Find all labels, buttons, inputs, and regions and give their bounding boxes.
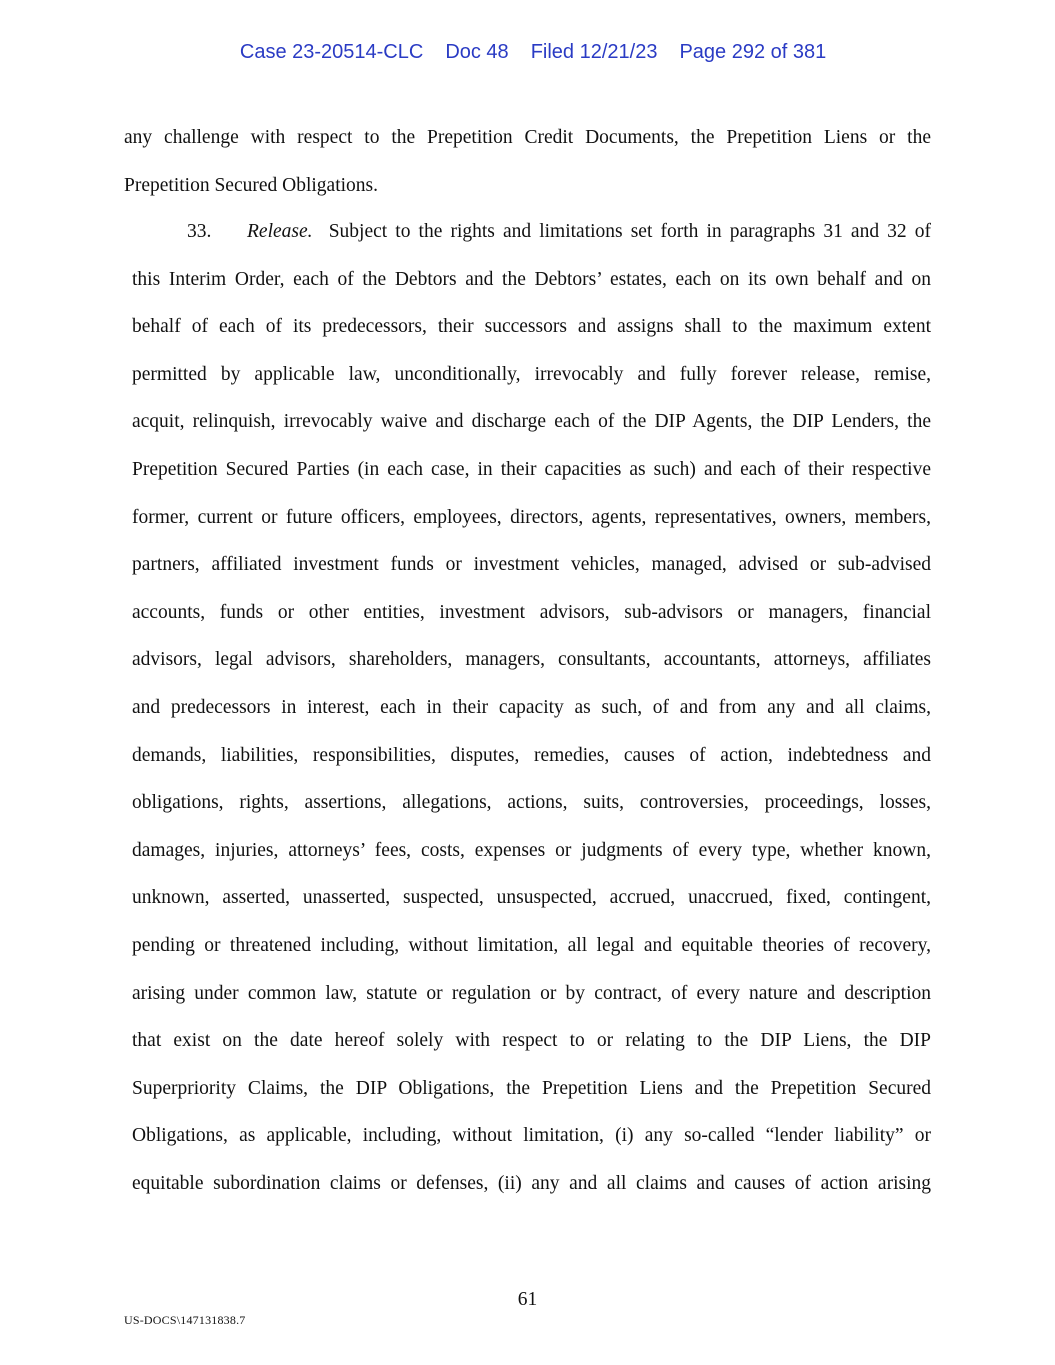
page-number: 61 xyxy=(517,1289,538,1310)
text-line: former, current or future officers, employees, directors, agents, representatives, owners, members, xyxy=(132,506,931,528)
text-line: permitted by applicable law, unconditionally, irrevocably and fully forever release, remise, xyxy=(132,363,931,385)
paragraph-number: 33. xyxy=(187,221,212,242)
text-line: demands, liabilities, responsibilities, disputes, remedies, causes of action, indebtedness and xyxy=(132,744,931,766)
document-id: US-DOCS\147131838.7 xyxy=(124,1313,246,1327)
text-line: behalf of each of its predecessors, their successors and assigns shall to the maximum extent xyxy=(132,316,931,338)
doc-number: Doc 48 xyxy=(445,41,509,63)
text-line: partners, affiliated investment funds or investment vehicles, managed, advised or sub-advised xyxy=(132,554,931,576)
text-line: and predecessors in interest, each in their capacity as such, of and from any and all claims, xyxy=(132,696,931,718)
text-line: this Interim Order, each of the Debtors and the Debtors’ estates, each on its own behalf and on xyxy=(132,268,931,290)
case-header xyxy=(0,18,1055,64)
text-line: obligations, rights, assertions, allegations, actions, suits, controversies, proceedings, losses, xyxy=(132,792,931,814)
text-line: accounts, funds or other entities, investment advisors, sub-advisors or managers, financial xyxy=(132,601,931,623)
filed-date: Filed 12/21/23 xyxy=(530,41,658,63)
text-line: acquit, relinquish, irrevocably waive and discharge each of the DIP Agents, the DIP Lenders, the xyxy=(132,411,931,433)
paragraph-title: Release. xyxy=(247,221,313,242)
text-line: Superpriority Claims, the DIP Obligations, the Prepetition Liens and the Prepetition Secured xyxy=(132,1077,931,1099)
paragraph-33 xyxy=(132,208,931,1207)
text-line: Prepetition Secured Obligations. xyxy=(124,174,378,196)
text-line: that exist on the date hereof solely with respect to or relating to the DIP Liens, the DIP xyxy=(132,1030,931,1052)
text-line: Obligations, as applicable, including, without limitation, (i) any so-called “lender liability” or xyxy=(132,1125,931,1147)
paragraph-first-line xyxy=(132,208,931,256)
text-line: arising under common law, statute or regulation or by contract, of every nature and description xyxy=(132,982,931,1004)
text-line: equitable subordination claims or defenses, (ii) any and all claims and causes of action arising xyxy=(132,1172,931,1194)
case-number: Case 23-20514-CLC xyxy=(239,41,424,63)
text-line: damages, injuries, attorneys’ fees, costs, expenses or judgments of every type, whether known, xyxy=(132,839,931,861)
text-line: advisors, legal advisors, shareholders, managers, consultants, accountants, attorneys, affiliates xyxy=(132,649,931,671)
text-line: any challenge with respect to the Prepetition Credit Documents, the Prepetition Liens or the xyxy=(124,127,931,148)
text-line: Prepetition Secured Parties (in each case, in their capacities as such) and each of their respective xyxy=(132,458,931,480)
page-of-total: Page 292 of 381 xyxy=(679,41,827,63)
text-line: pending or threatened including, without limitation, all legal and equitable theories of recovery, xyxy=(132,934,931,956)
text-line: Subject to the rights and limitations set forth in paragraphs 31 and 32 of xyxy=(328,221,931,242)
text-line: unknown, asserted, unasserted, suspected, unsuspected, accrued, unaccrued, fixed, contingent, xyxy=(132,887,931,909)
continued-paragraph xyxy=(124,114,931,209)
